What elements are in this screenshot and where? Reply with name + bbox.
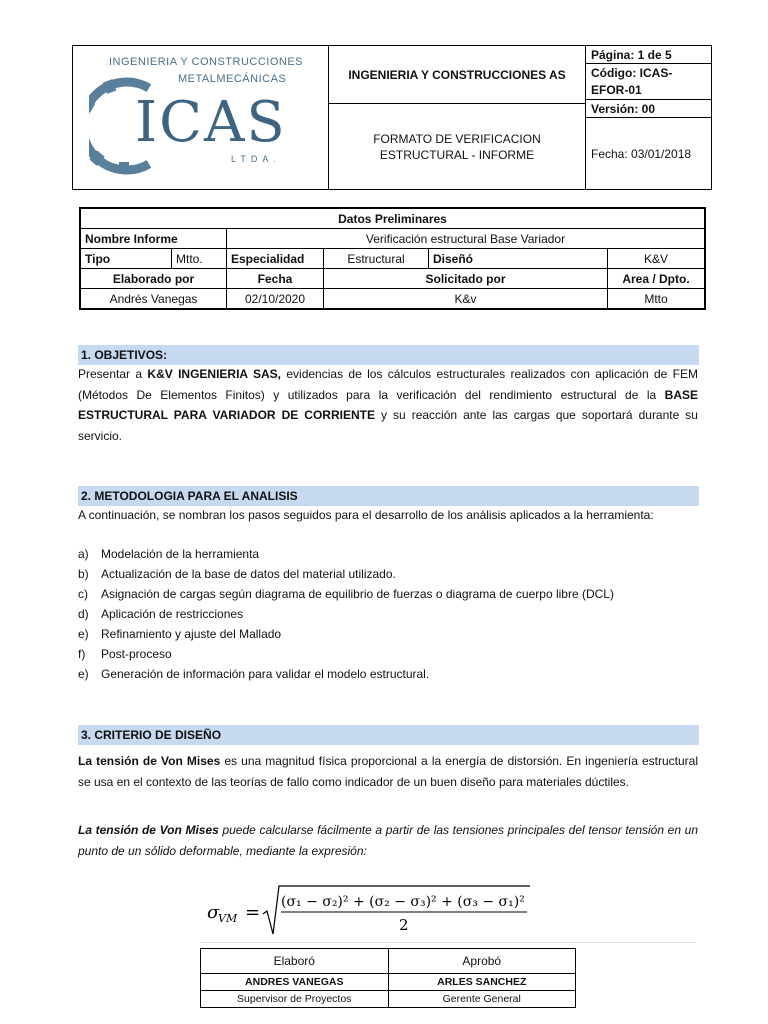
header-date: Fecha: 03/01/2018 — [591, 146, 692, 161]
signature-role-elaboro: Supervisor de Proyectos — [201, 991, 389, 1008]
metodologia-intro: A continuación, se nombran los pasos seguidos para el desarrollo de los análisis aplicados a la herramienta: — [78, 508, 654, 522]
prelim-title: Datos Preliminares — [80, 208, 705, 229]
fecha-header: Fecha — [227, 269, 324, 289]
tipo-value: Mtto. — [172, 249, 227, 269]
formula-lhs-sub: VM — [218, 912, 238, 925]
version: Versión: 00 — [586, 100, 711, 118]
tipo-label: Tipo — [80, 249, 172, 269]
page-number: Página: 1 de 5 — [586, 46, 711, 64]
criterio-text-1: es una magnitud física proporcional a la energía de distorsión. En ingeniería estructural se usa en el contexto de las teorías de fallo como indicador de un buen diseño para materiales dúctiles. — [78, 754, 699, 789]
preliminary-data-table — [79, 207, 706, 310]
list-item-marker: a) — [78, 547, 89, 561]
list-item-text: Asignación de cargas según diagrama de equilibrio de fuerzas o diagrama de cuerpo libre (DCL) — [101, 587, 614, 601]
list-item — [78, 604, 243, 624]
list-item — [78, 624, 281, 644]
von-mises-term-2: La tensión de Von Mises — [78, 823, 219, 837]
logo-cell — [73, 46, 329, 189]
signature-role-aprobo: Gerente General — [388, 991, 576, 1008]
list-item-marker: d) — [78, 607, 89, 621]
logo-text-line1: INGENIERIA Y CONSTRUCCIONES — [109, 56, 304, 68]
list-item-text: Modelación de la herramienta — [101, 547, 260, 561]
list-item-text: Actualización de la base de datos del material utilizado. — [101, 567, 396, 581]
list-item — [78, 564, 396, 584]
logo-sub: LTDA. — [231, 154, 281, 164]
area-value: Mtto — [608, 289, 706, 310]
objetivos-subject: BASE ESTRUCTURAL PARA VARIADOR DE CORRIENTE — [78, 387, 698, 422]
especialidad-label: Especialidad — [227, 249, 324, 269]
logo-brand: ICAS — [135, 90, 287, 155]
objetivos-text-1: Presentar a — [78, 367, 148, 381]
list-item-marker: f) — [78, 647, 86, 661]
solicitado-value: K&v — [324, 289, 608, 310]
criterio-paragraph-2 — [78, 820, 698, 861]
signature-table — [200, 948, 576, 1008]
list-item-text: Generación de información para validar el modelo estructural. — [101, 667, 430, 681]
logo-text-line2: METALMECÁNICAS — [178, 73, 287, 85]
criterio-paragraph-1 — [78, 751, 698, 792]
list-item-text: Aplicación de restricciones — [101, 607, 244, 621]
section-objetivos-heading: 1. OBJETIVOS: — [78, 345, 699, 365]
list-item-marker: e) — [78, 627, 89, 641]
von-mises-formula — [205, 884, 545, 941]
section-metodologia-heading: 2. METODOLOGIA PARA EL ANALISIS — [78, 486, 699, 506]
list-item-text: Post-proceso — [101, 647, 172, 661]
format-title — [329, 104, 586, 189]
objetivos-text-3: y su reacción ante las cargas que soportará durante su servicio. — [78, 408, 698, 443]
format-title-line1: FORMATO DE VERIFICACION — [373, 131, 541, 146]
formula-lhs: σ — [207, 902, 220, 923]
list-item — [78, 664, 429, 684]
nombre-value: Verificación estructural Base Variador — [227, 229, 706, 249]
section-criterio-heading: 3. CRITERIO DE DISEÑO — [78, 725, 699, 745]
criterio-text-2: puede calcularse fácilmente a partir de las tensiones principales del tensor tensión en un punto de un sólido deformable, mediante la expresión: — [78, 823, 698, 858]
document-code-line2: EFOR-01 — [591, 83, 642, 97]
formula-equals: = — [245, 902, 261, 923]
solicitado-header: Solicitado por — [324, 269, 608, 289]
area-header: Area / Dpto. — [608, 269, 706, 289]
format-title-line2: ESTRUCTURAL - INFORME — [379, 147, 535, 162]
von-mises-term: La tensión de Von Mises — [78, 754, 221, 768]
signature-name-aprobo: ARLES SANCHEZ — [388, 974, 576, 991]
document-code-line1: Código: ICAS- — [591, 66, 673, 80]
list-item-marker: c) — [78, 587, 88, 601]
divider — [200, 942, 696, 943]
document-header — [72, 45, 712, 190]
nombre-label: Nombre Informe — [80, 229, 227, 249]
signature-header-aprobo: Aprobó — [388, 949, 576, 974]
list-item-marker: b) — [78, 567, 89, 581]
formula-graphic — [205, 884, 545, 936]
fecha-value: 02/10/2020 — [227, 289, 324, 310]
formula-numerator: (σ₁ − σ₂)² + (σ₂ − σ₃)² + (σ₃ − σ₁)² — [281, 894, 525, 910]
elaborado-value: Andrés Vanegas — [80, 289, 227, 310]
objetivos-paragraph — [78, 364, 698, 446]
document-code — [586, 64, 711, 100]
company-name: INGENIERIA Y CONSTRUCCIONES AS — [329, 46, 586, 104]
diseno-value: K&V — [608, 249, 706, 269]
signature-header-elaboro: Elaboró — [201, 949, 389, 974]
diseno-label: Diseñó — [429, 249, 608, 269]
objetivos-company: K&V INGENIERIA SAS, — [147, 367, 282, 381]
list-item — [78, 584, 614, 604]
elaborado-header: Elaborado por — [80, 269, 227, 289]
list-item-text: Refinamiento y ajuste del Mallado — [101, 627, 282, 641]
formula-denominator: 2 — [399, 916, 409, 934]
signature-name-elaboro: ANDRES VANEGAS — [201, 974, 389, 991]
list-item-marker: e) — [78, 667, 89, 681]
list-item — [78, 644, 172, 664]
objetivos-text-2: evidencias de los cálculos estructurales realizados con aplicación de FEM (Métodos De Elementos Finitos) y utilizados para la verificación del rendimiento estructural de la — [78, 367, 699, 402]
list-item — [78, 544, 259, 564]
especialidad-value: Estructural — [324, 249, 429, 269]
